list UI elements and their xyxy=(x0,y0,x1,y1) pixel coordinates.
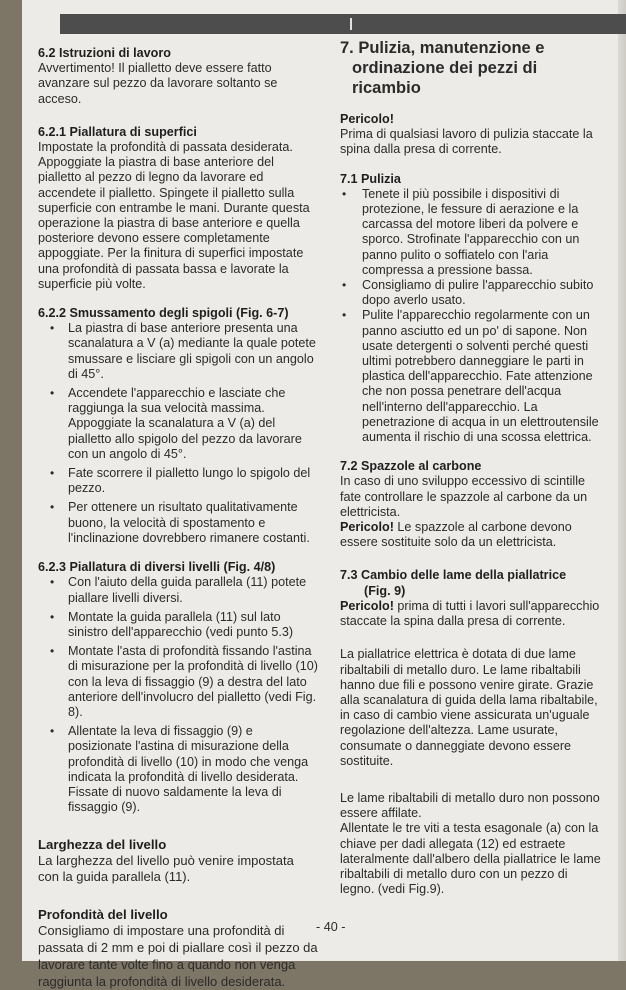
pericolo-label: Pericolo! xyxy=(340,112,394,126)
header-divider-mark xyxy=(350,18,352,30)
page-number: - 40 - xyxy=(316,920,346,934)
section-6-2-text: Avvertimento! Il pialletto deve essere fatto avanzare sul pezzo da lavorare soltanto se acceso. xyxy=(38,61,278,106)
warning-text: Le spazzole al carbone devono essere sostituite solo da un elettricista. xyxy=(340,520,572,550)
section-7-1-list xyxy=(340,187,602,445)
section-6-2-3-title: 6.2.3 Piallatura di diversi livelli (Fig. 4/8) xyxy=(38,560,276,575)
section-7-1-title: 7.1 Pulizia xyxy=(340,171,401,186)
list-item: • La piastra di base anteriore presenta una scanalatura a V (a) mediante la quale potete smussare e lisciare gli spigoli con un angolo di 45°. xyxy=(38,321,318,382)
profondita-title: Profondità del livello xyxy=(38,906,168,922)
section-7-3-title-line1: 7.3 Cambio delle lame della piallatrice xyxy=(340,568,567,583)
list-item: • Pulite l'apparecchio regolarmente con un panno asciutto ed un po' di sapone. Non usate detergenti o solventi perché questi ultimi potrebbero danneggiare le parti in plastica dell'apparecchio. Fate attenzione che non possa penetrare dell'acqua nell'interno dell'apparecchio. La penetrazione di acqua in un elettroutensile aumenta il rischio di una scossa elettrica. xyxy=(340,308,602,445)
section-7-3-title xyxy=(340,568,602,598)
section-7-2-warning xyxy=(340,520,602,550)
section-7-2-text: In caso di uno sviluppo eccessivo di scintille fate controllare le spazzole al carbone da un elettricista. xyxy=(340,474,588,519)
left-column xyxy=(38,46,318,990)
section-6-2-2-list xyxy=(38,321,318,546)
list-item: • Fate scorrere il pialletto lungo lo spigolo del pezzo. xyxy=(38,466,318,496)
section-6-2-3-list xyxy=(38,575,318,815)
warning-label: Pericolo! xyxy=(340,598,394,613)
section-6-2-title: 6.2 Istruzioni di lavoro xyxy=(38,46,171,60)
header-bar xyxy=(60,14,626,34)
chapter-7-title-line1: 7. Pulizia, manutenzione e xyxy=(340,39,545,57)
section-7-2-title: 7.2 Spazzole al carbone xyxy=(340,459,482,474)
section-6-2-1-title: 6.2.1 Piallatura di superfici xyxy=(38,124,197,139)
profondita-text: Consigliamo di impostare una profondità di passata di 2 mm e poi di piallare così il pezzo da lavorare tante volte fino a quando non venga raggiunta la profondità di livello desiderata. xyxy=(38,922,318,989)
section-6-2-2-title: 6.2.2 Smussamento degli spigoli (Fig. 6-7) xyxy=(38,306,289,321)
list-item: • Con l'aiuto della guida parallela (11) potete piallare livelli diversi. xyxy=(38,575,318,605)
list-item: • Montate l'asta di profondità fissando l'astina di misurazione per la profondità di livello (10) con la leva di fissaggio (9) a destra del lato anteriore dell'involucro del pialletto (vedi Fig. 8). xyxy=(38,644,318,720)
pericolo-text: Prima di qualsiasi lavoro di pulizia staccate la spina dalla presa di corrente. xyxy=(340,127,593,157)
list-item: • Accendete l'apparecchio e lasciate che raggiunga la sua velocità massima. Appoggiate la scanalatura a V (a) del pialletto allo spigolo del pezzo da lavorare con un angolo di 45°. xyxy=(38,386,318,462)
larghezza-text: La larghezza del livello può venire impostata con la guida parallela (11). xyxy=(38,852,294,884)
larghezza-title: Larghezza del livello xyxy=(38,837,167,853)
chapter-7-title-line2: ordinazione dei pezzi di ricambio xyxy=(352,59,538,97)
section-7-3-paragraph-2: Le lame ribaltabili di metallo duro non possono essere affilate. xyxy=(340,790,600,821)
list-item: • Consigliamo di pulire l'apparecchio subito dopo averlo usato. xyxy=(340,278,602,308)
right-column xyxy=(340,38,602,897)
list-item: • Tenete il più possibile i dispositivi di protezione, le fessure di aerazione e la carcassa del motore liberi da polvere e sporco. Strofinate l'apparecchio con un panno pulito o soffiatelo con l'aria compressa a pressione bassa. xyxy=(340,187,602,278)
chapter-7-title xyxy=(340,38,602,98)
warning-label: Pericolo! xyxy=(340,520,394,535)
section-7-3-paragraph-3: Allentate le tre viti a testa esagonale (a) con la chiave per dadi allegata (12) ed estraete lateralmente dall'albero della piallatrice le lame ribaltabili di metallo duro con un pezzo di legno. (vedi Fig.9). xyxy=(340,821,601,897)
manual-page xyxy=(22,0,626,989)
warning-text: prima di tutti i lavori sull'apparecchio staccate la spina dalla presa di corrente. xyxy=(340,598,600,629)
page-edge xyxy=(618,0,626,961)
list-item: • Per ottenere un risultato qualitativamente buono, la velocità di spostamento e l'inclinazione dovrebbero rimanere costanti. xyxy=(38,500,318,546)
list-item: • Montate la guida parallela (11) sul lato sinistro dell'apparecchio (vedi punto 5.3) xyxy=(38,610,318,640)
section-7-3-paragraph-1: La piallatrice elettrica è dotata di due lame ribaltabili di metallo duro. Le lame ribaltabili hanno due fili e possono venire girate. Grazie alla scanalatura di guida della lama ribaltabile, in caso di cambio viene assicurata un'uguale regolazione dell'altezza. Lame usurate, consumate o danneggiate devono essere sostituite. xyxy=(340,647,598,768)
list-item: • Allentate la leva di fissaggio (9) e posizionate l'astina di misurazione della profondità di livello (10) in modo che venga indicata la profondità di livello desiderata. Fissate di nuovo saldamente la leva di fissaggio (9). xyxy=(38,724,318,815)
section-6-2-1-text: Impostate la profondità di passata desiderata. Appoggiate la piastra di base anteriore del pialletto al pezzo di legno da lavorare ed accendete il pialletto. Spingete il pialletto sulla superficie con entrambe le mani. Durante questa operazione la piastra di base anteriore e quella posteriore devono essere completamente appoggiate. Per la finitura di superfici impostate una profondità di passata bassa e lavorate la superficie più volte. xyxy=(38,140,310,291)
section-7-3-warning xyxy=(340,599,602,629)
section-7-3-title-line2: (Fig. 9) xyxy=(364,583,406,598)
